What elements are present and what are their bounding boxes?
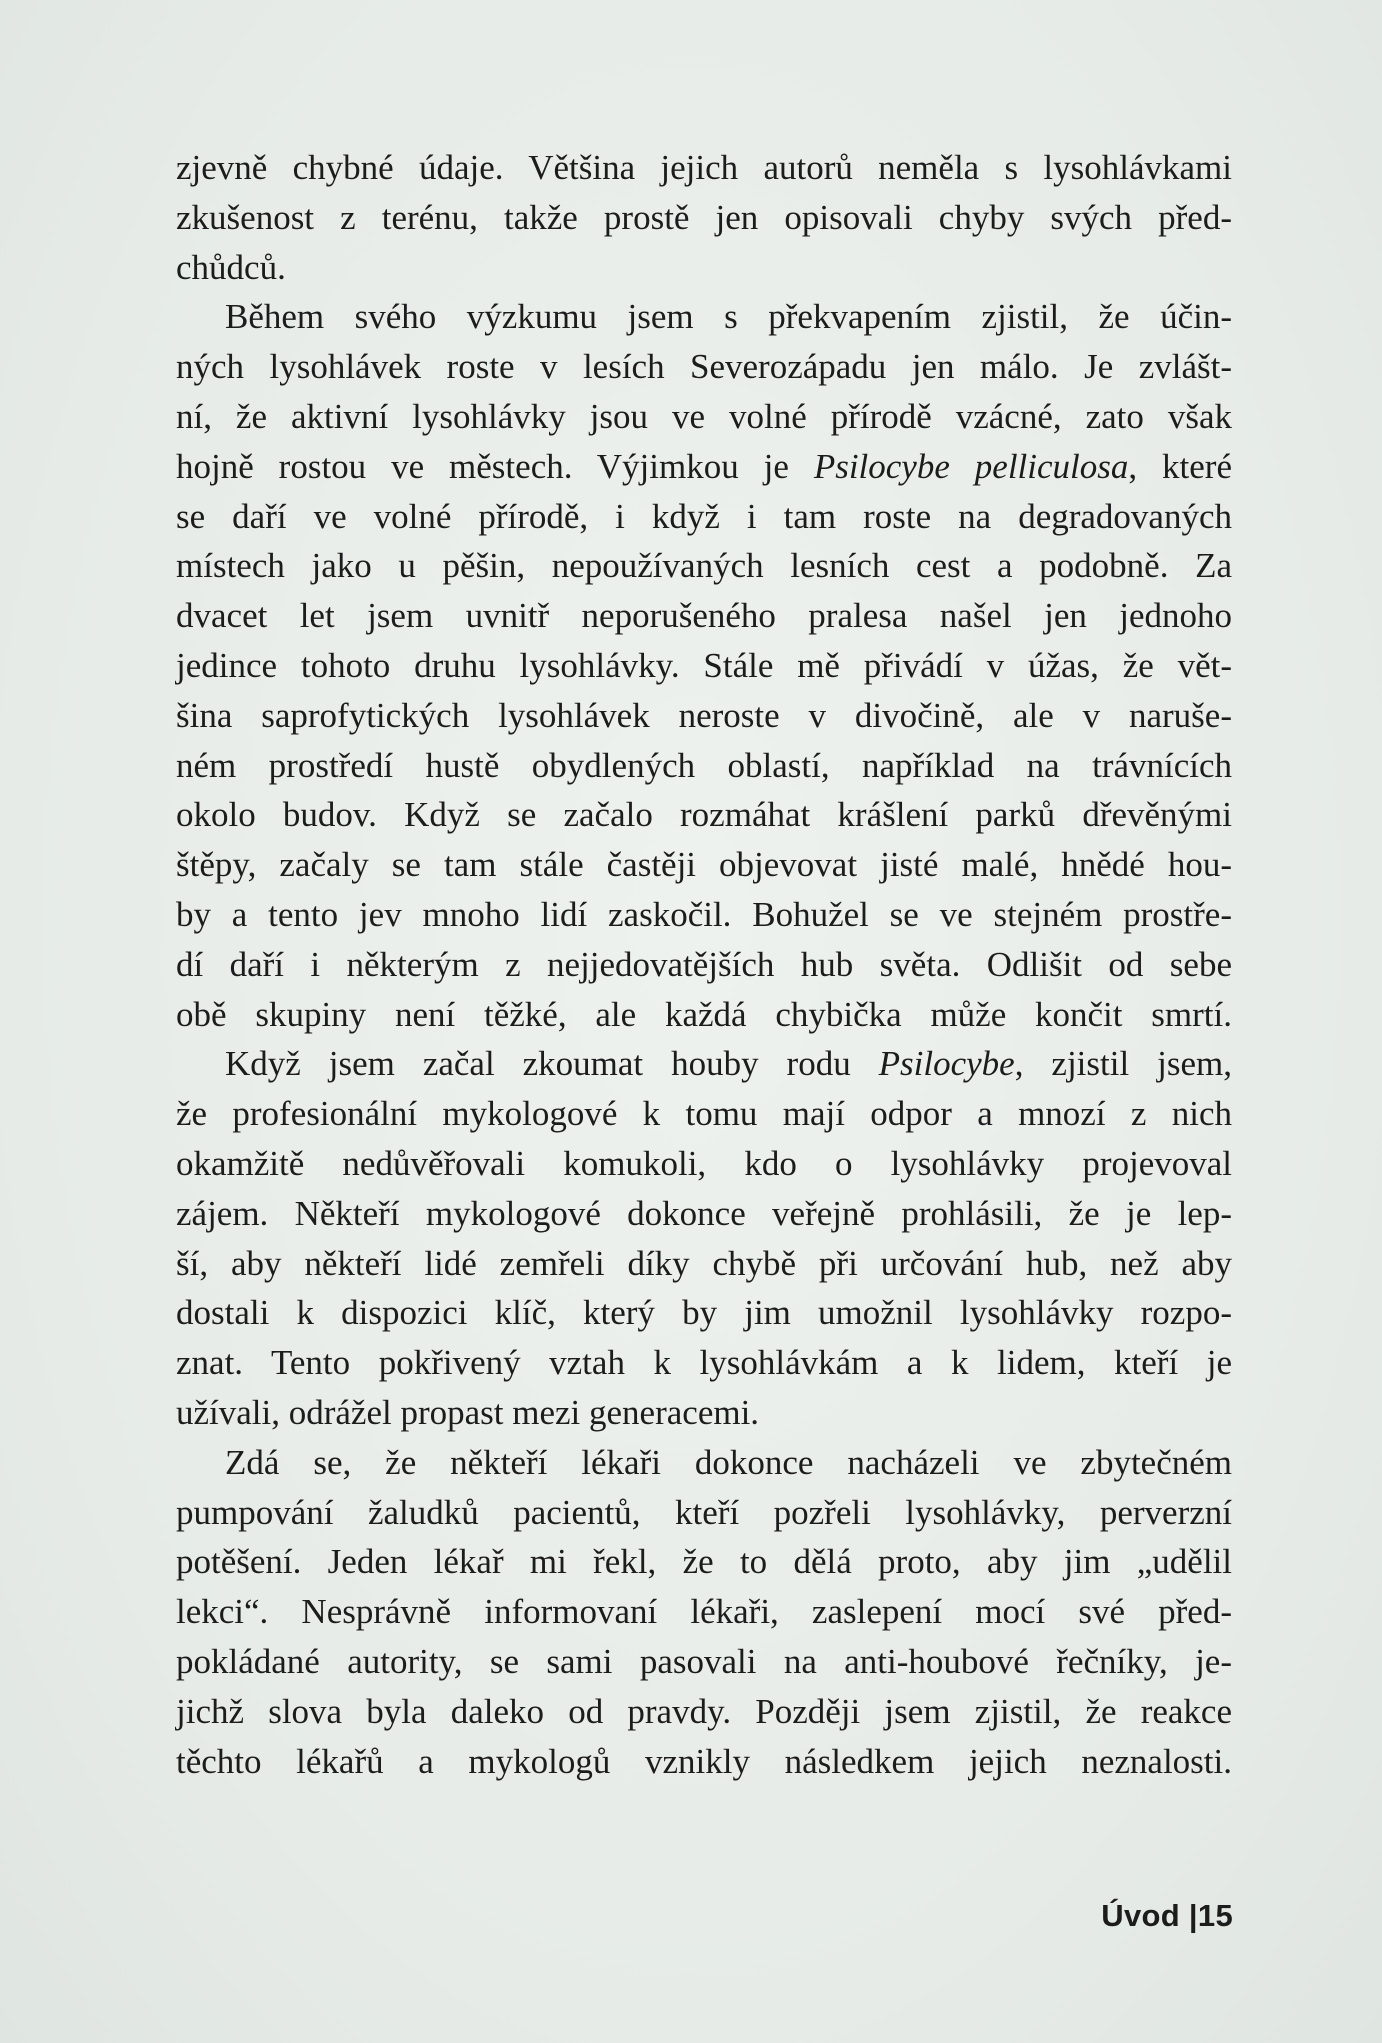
text-segment: užívali, odrážel propast mezi generacemi.: [176, 1392, 760, 1432]
text-line: [176, 1039, 1232, 1089]
text-line: [176, 1089, 1232, 1139]
text-line: [176, 1438, 1232, 1488]
text-line: [176, 1687, 1232, 1737]
text-line: [176, 940, 1232, 990]
text-line: [176, 193, 1232, 243]
text-line: [176, 292, 1232, 342]
text-segment: ném prostředí hustě obydlených oblastí, například na trávnících: [176, 745, 1232, 785]
text-line: [176, 1537, 1232, 1587]
text-line: [176, 1388, 1232, 1438]
text-segment: dvacet let jsem uvnitř neporušeného pralesa našel jen jednoho: [176, 596, 1232, 636]
text-line: [176, 990, 1232, 1040]
body-text: [176, 143, 1232, 1786]
text-segment: zkušenost z terénu, takže prostě jen opisovali chyby svých před-: [176, 197, 1232, 237]
text-segment: ných lysohlávek roste v lesích Severozápadu jen málo. Je zvlášt-: [176, 347, 1232, 387]
text-line: [176, 1737, 1232, 1787]
text-line: [176, 1338, 1232, 1388]
text-segment: ší, aby někteří lidé zemřeli díky chybě při určování hub, než aby: [176, 1243, 1232, 1283]
text-segment: jedince tohoto druhu lysohlávky. Stále mě přivádí v úžas, že vět-: [176, 645, 1232, 685]
text-segment: místech jako u pěšin, nepoužívaných lesních cest a podobně. Za: [176, 546, 1232, 586]
text-line: [176, 890, 1232, 940]
text-line: [176, 1288, 1232, 1338]
text-line: [176, 541, 1232, 591]
text-line: [176, 591, 1232, 641]
text-segment: hojně rostou ve městech. Výjimkou je: [176, 446, 814, 486]
text-line: [176, 1637, 1232, 1687]
text-segment: okolo budov. Když se začalo rozmáhat krášlení parků dřevěnými: [176, 795, 1232, 835]
text-line: [176, 492, 1232, 542]
text-segment: okamžitě nedůvěřovali komukoli, kdo o lysohlávky projevoval: [176, 1143, 1232, 1183]
page-number: 15: [1197, 1898, 1233, 1933]
text-line: [176, 1488, 1232, 1538]
text-segment: Když jsem začal zkoumat houby rodu: [225, 1044, 879, 1084]
text-segment: , zjistil jsem,: [1014, 1044, 1232, 1084]
text-line: [176, 392, 1232, 442]
text-segment: obě skupiny není těžké, ale každá chybička může končit smrtí.: [176, 994, 1232, 1034]
text-segment: Během svého výzkumu jsem s překvapením zjistil, že účin-: [225, 297, 1232, 337]
text-line: [176, 1139, 1232, 1189]
text-line: [176, 1239, 1232, 1289]
text-segment: potěšení. Jeden lékař mi řekl, že to dělá proto, aby jim „udělil: [176, 1542, 1232, 1582]
text-line: [176, 342, 1232, 392]
text-segment: pokládané autority, se sami pasovali na anti-houbové řečníky, je-: [176, 1641, 1232, 1681]
text-line: [176, 840, 1232, 890]
text-segment: že profesionální mykologové k tomu mají odpor a mnozí z nich: [176, 1094, 1232, 1134]
text-segment: lekci“. Nesprávně informovaní lékaři, zaslepení mocí své před-: [176, 1592, 1232, 1632]
text-segment: zjevně chybné údaje. Většina jejich autorů neměla s lysohlávkami: [176, 148, 1232, 187]
text-line: [176, 442, 1232, 492]
footer-separator: |: [1188, 1898, 1198, 1933]
chapter-label: Úvod: [1101, 1898, 1180, 1933]
text-segment: by a tento jev mnoho lidí zaskočil. Bohužel se ve stejném prostře-: [176, 894, 1232, 934]
text-line: [176, 243, 1232, 293]
text-segment: jichž slova byla daleko od pravdy. Později jsem zjistil, že reakce: [176, 1691, 1232, 1731]
italic-text: Psilocybe: [878, 1044, 1015, 1084]
text-line: [176, 1189, 1232, 1239]
text-line: [176, 741, 1232, 791]
text-line: [176, 143, 1232, 193]
text-segment: dostali k dispozici klíč, který by jim umožnil lysohlávky rozpo-: [176, 1293, 1232, 1333]
text-segment: štěpy, začaly se tam stále častěji objevovat jisté malé, hnědé hou-: [176, 845, 1232, 885]
text-segment: ní, že aktivní lysohlávky jsou ve volné přírodě vzácné, zato však: [176, 396, 1232, 436]
text-segment: Zdá se, že někteří lékaři dokonce nacházeli ve zbytečném: [225, 1442, 1232, 1482]
text-line: [176, 790, 1232, 840]
text-segment: se daří ve volné přírodě, i když i tam roste na degradovaných: [176, 496, 1232, 536]
text-segment: pumpování žaludků pacientů, kteří pozřeli lysohlávky, perverzní: [176, 1492, 1232, 1532]
text-segment: , které: [1128, 446, 1232, 486]
text-line: [176, 1587, 1232, 1637]
text-line: [176, 691, 1232, 741]
text-segment: zájem. Někteří mykologové dokonce veřejně prohlásili, že je lep-: [176, 1193, 1232, 1233]
text-segment: znat. Tento pokřivený vztah k lysohlávkám a k lidem, kteří je: [176, 1343, 1232, 1383]
text-line: [176, 641, 1232, 691]
text-segment: těchto lékařů a mykologů vznikly následkem jejich neznalosti.: [176, 1741, 1232, 1781]
text-segment: dí daří i některým z nejjedovatějších hub světa. Odlišit od sebe: [176, 944, 1232, 984]
page-footer: [1101, 1898, 1233, 1934]
text-segment: šina saprofytických lysohlávek neroste v divočině, ale v naruše-: [176, 695, 1232, 735]
text-segment: chůdců.: [176, 247, 286, 287]
italic-text: Psilocybe pelliculosa: [813, 446, 1129, 486]
